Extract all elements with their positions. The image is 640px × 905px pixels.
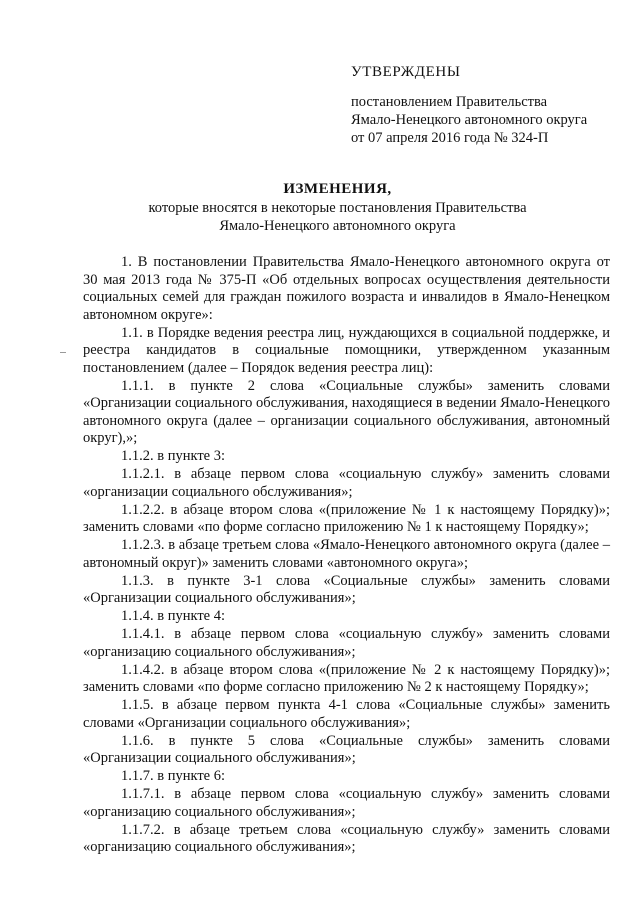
paragraph-1-1-7: 1.1.7. в пункте 6: (121, 768, 226, 784)
paragraph-1-1-4: 1.1.4. в пункте 4: (121, 608, 226, 624)
paragraph-1-1-7-1: 1.1.7.1. в абзаце первом слова «социальную службу» заменить словами «организацию социального обслуживания»; (83, 786, 610, 820)
paragraph-1-1: 1.1. в Порядке ведения реестра лиц, нуждающихся в социальной поддержке, и реестра кандидатов в социальные помощники, утвержденном указанным постановлением (далее – Порядок ведения реестра лиц): (83, 324, 610, 376)
paragraph-1-1-2: 1.1.2. в пункте 3: (121, 448, 226, 464)
approval-line-3: от 07 апреля 2016 года № 324-П (351, 130, 549, 146)
approval-heading: УТВЕРЖДЕНЫ (351, 64, 461, 80)
approval-stamp (351, 63, 621, 147)
paragraph-1-1-3: 1.1.3. в пункте 3-1 слова «Социальные службы» заменить словами «Организации социального обслуживания»; (83, 572, 610, 606)
paragraph-1-1-5: 1.1.5. в абзаце первом пункта 4-1 слова «Социальные службы» заменить словами «Организации социального обслуживания»; (83, 697, 610, 731)
approval-line-1: постановлением Правительства (351, 94, 548, 110)
paragraph-1: 1. В постановлении Правительства Ямало-Ненецкого автономного округа от 30 мая 2013 года № 375-П «Об отдельных вопросах осуществления деятельности социальных семей для граждан пожилого возраста и инвалидов в Ямало-Ненецком автономном округе»: (83, 254, 610, 323)
paragraph-1-1-6: 1.1.6. в пункте 5 слова «Социальные службы» заменить словами «Организации социального обслуживания»; (83, 732, 610, 766)
document-body (83, 254, 610, 857)
paragraph-1-1-2-3: 1.1.2.3. в абзаце третьем слова «Ямало-Ненецкого автономного округа (далее – автономный округ)» заменить словами «автономного округа»; (83, 537, 610, 571)
document-subtitle-2: Ямало-Ненецкого автономного округа (219, 218, 456, 234)
paragraph-1-1-1: 1.1.1. в пункте 2 слова «Социальные службы» заменить словами «Организации социального обслуживания, находящиеся в ведении Ямало-Ненецкого автономного округа (далее – организации социального обслуживания, автономный округ),»; (83, 377, 610, 446)
paragraph-1-1-7-2: 1.1.7.2. в абзаце третьем слова «социальную службу» заменить словами «организацию социального обслуживания»; (83, 821, 610, 855)
paragraph-1-1-4-1: 1.1.4.1. в абзаце первом слова «социальную службу» заменить словами «организацию социального обслуживания»; (83, 626, 610, 660)
paragraph-1-1-2-1: 1.1.2.1. в абзаце первом слова «социальную службу» заменить словами «организации социального обслуживания»; (83, 466, 610, 500)
document-subtitle-1: которые вносятся в некоторые постановления Правительства (148, 200, 527, 216)
margin-mark (60, 352, 66, 353)
approval-line-2: Ямало-Ненецкого автономного округа (351, 112, 588, 128)
document-title-block (60, 180, 615, 235)
paragraph-1-1-2-2: 1.1.2.2. в абзаце втором слова «(приложение № 1 к настоящему Порядку)»; заменить словами «по форме согласно приложению № 1 к настоящему Порядку»; (83, 501, 610, 535)
document-title: ИЗМЕНЕНИЯ, (283, 181, 392, 197)
paragraph-1-1-4-2: 1.1.4.2. в абзаце втором слова «(приложение № 2 к настоящему Порядку)»; заменить словами «по форме согласно приложению № 2 к настоящему Порядку»; (83, 661, 610, 695)
